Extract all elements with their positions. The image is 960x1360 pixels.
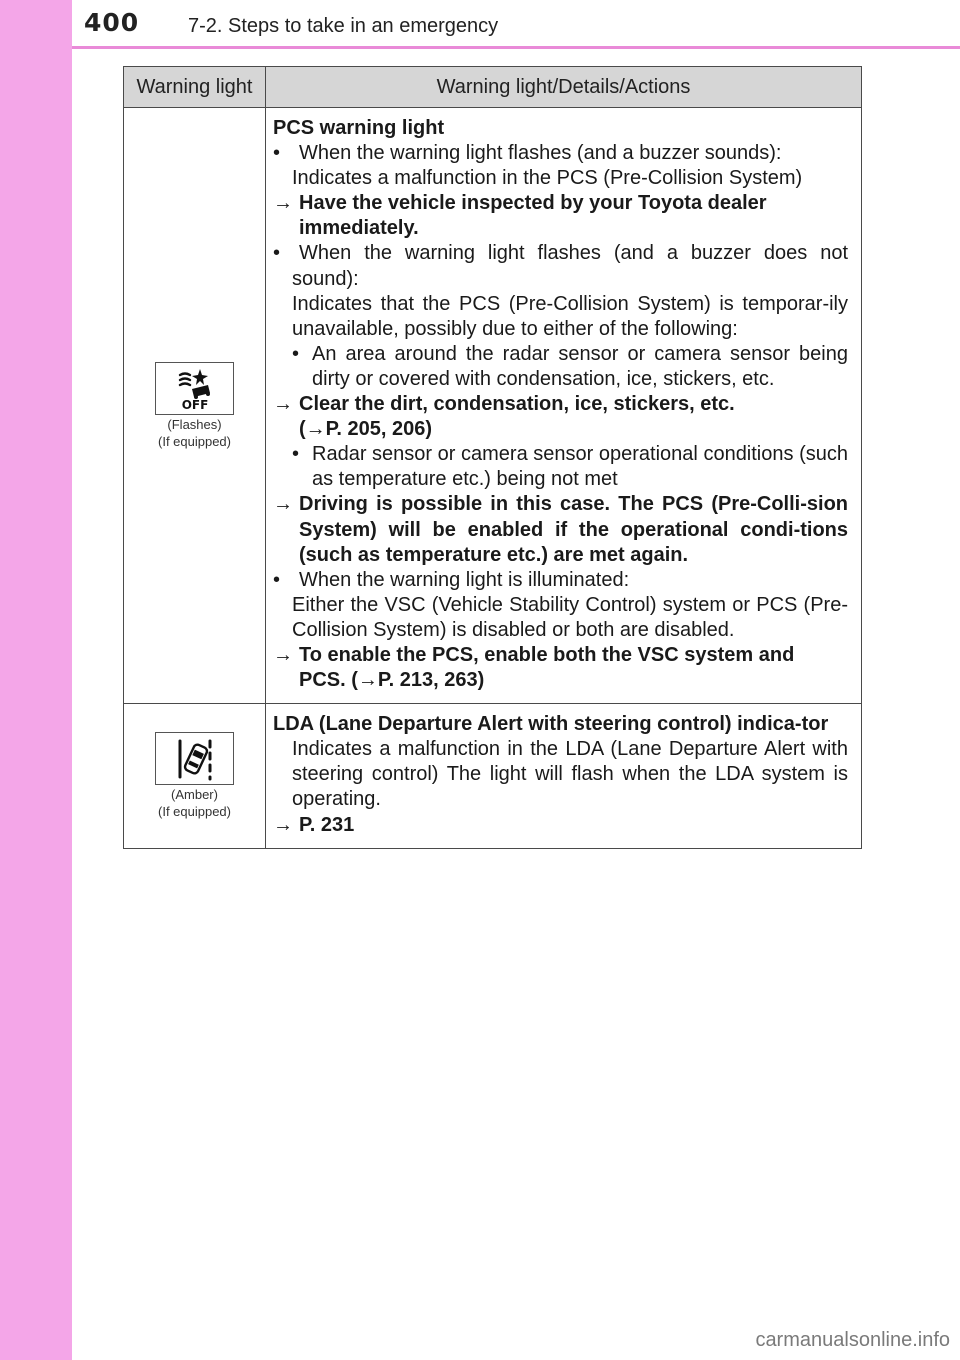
table-row <box>124 108 862 704</box>
icon-cell <box>124 108 266 704</box>
watermark: carmanualsonline.info <box>755 1329 950 1351</box>
action-text: → Clear the dirt, condensation, ice, stickers, etc. <box>273 393 735 416</box>
action-text: → Driving is possible in this case. The PCS (Pre-Colli-sion System) will be enabled if the operational condi-tions (such as temperature etc.) are met again. <box>273 493 848 566</box>
page-reference: (→P. 205, 206) <box>299 418 433 441</box>
icon-caption-equipped: (If equipped) <box>158 804 231 820</box>
action-text-cont: immediately. <box>299 217 419 240</box>
sub-bullet-item: • An area around the radar sensor or camera sensor being dirty or covered with condensation, ice, stickers, etc. <box>292 342 848 390</box>
detail-text: Either the VSC (Vehicle Stability Control) system or PCS (Pre-Collision System) is disabled or both are disabled. <box>292 593 848 641</box>
column-header-details: Warning light/Details/Actions <box>266 67 862 108</box>
warning-light-table <box>123 66 862 849</box>
lane-departure-alert-icon <box>155 732 234 785</box>
detail-text: Indicates a malfunction in the PCS (Pre-Collision System) <box>292 167 803 190</box>
page-reference: → P. 231 <box>273 813 355 836</box>
action-text: → Have the vehicle inspected by your Toyota dealer <box>273 192 767 215</box>
warning-title: PCS warning light <box>273 117 445 139</box>
page-number: 400 <box>84 8 140 37</box>
warning-title: LDA (Lane Departure Alert with steering control) indica-tor <box>273 713 829 736</box>
bullet-item: • When the warning light flashes (and a buzzer does not sound): <box>273 242 848 290</box>
details-cell <box>266 704 862 848</box>
icon-caption-equipped: (If equipped) <box>158 434 231 450</box>
table-header-row <box>124 67 862 108</box>
pcs-off-warning-icon <box>155 362 234 415</box>
details-cell <box>266 108 862 704</box>
table-row <box>124 704 862 848</box>
detail-text: Indicates that the PCS (Pre-Collision System) is temporar-ily unavailable, possibly due to either of the following: <box>292 292 848 340</box>
bullet-item: • When the warning light flashes (and a buzzer sounds): <box>273 142 782 165</box>
section-title: 7-2. Steps to take in an emergency <box>188 15 499 37</box>
icon-caption-state: (Flashes) <box>167 417 222 433</box>
page-reference: PCS. (→P. 213, 263) <box>299 669 485 692</box>
chapter-tab-strip <box>0 0 72 1360</box>
svg-text:OFF: OFF <box>181 397 208 411</box>
sub-bullet-item: • Radar sensor or camera sensor operational conditions (such as temperature etc.) being not met <box>292 443 848 491</box>
detail-text: Indicates a malfunction in the LDA (Lane Departure Alert with steering control) The light will flash when the LDA system is operating. <box>292 738 848 811</box>
header-rule <box>72 46 960 49</box>
icon-caption-state: (Amber) <box>171 787 218 803</box>
icon-cell <box>124 704 266 848</box>
bullet-item: • When the warning light is illuminated: <box>273 568 630 591</box>
action-text: → To enable the PCS, enable both the VSC system and <box>273 643 795 666</box>
column-header-warning-light: Warning light <box>124 67 266 108</box>
